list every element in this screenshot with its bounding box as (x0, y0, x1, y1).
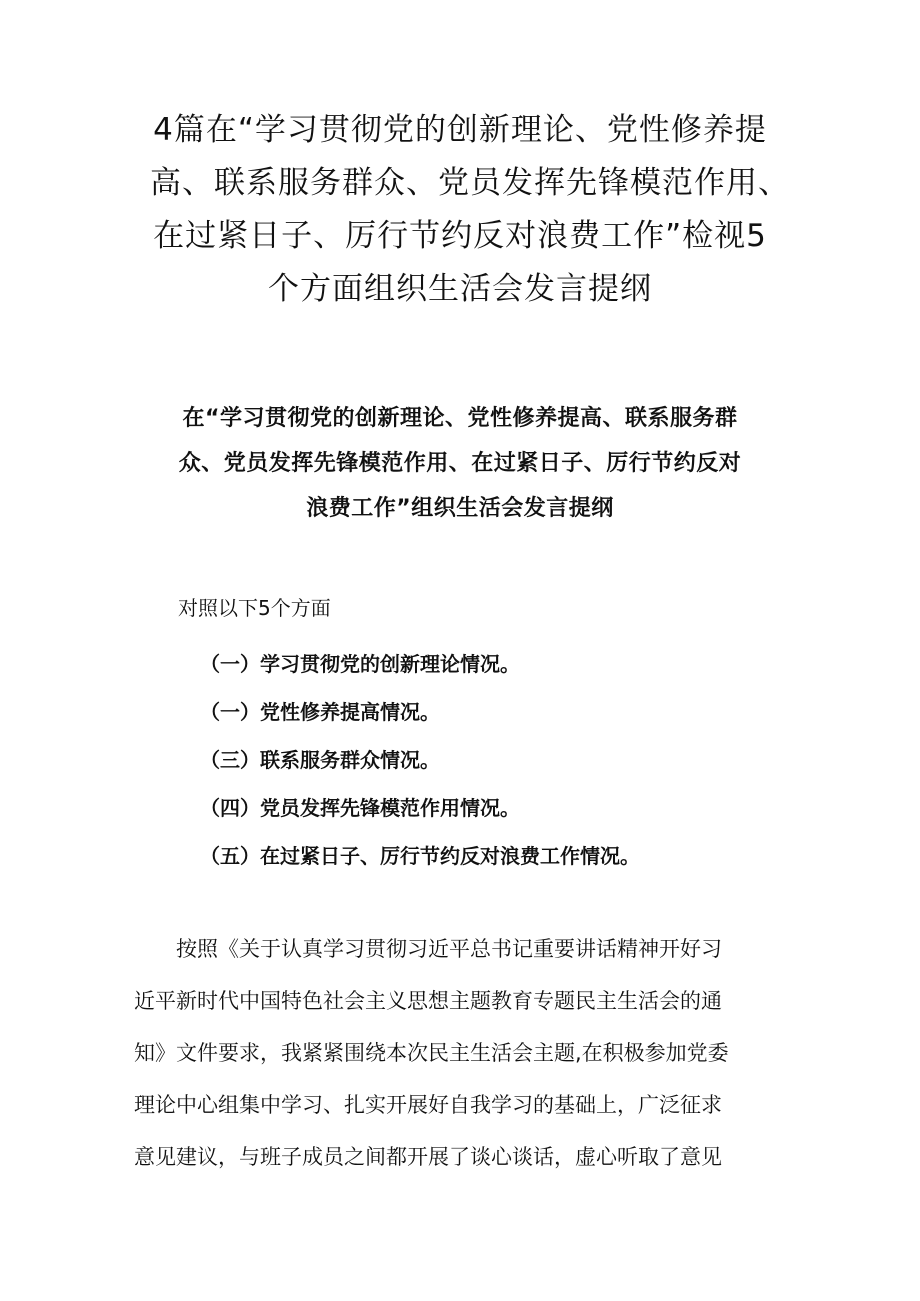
document-title (150, 104, 790, 316)
aspect-item: （四）党员发挥先锋模范作用情况。 (200, 796, 520, 820)
body-line: 知》文件要求，我紧紧围绕本次民主生活会主题,在积极参加党委 (134, 1041, 729, 1065)
body-line: 意见建议，与班子成员之间都开展了谈心谈话，虚心听取了意见 (134, 1145, 722, 1169)
title-line: 个方面组织生活会发言提纲 (268, 271, 652, 307)
body-line: 近平新时代中国特色社会主义思想主题教育专题民主生活会的通 (134, 989, 722, 1013)
subtitle-line: 在“学习贯彻党的创新理论、党性修养提高、联系服务群 (182, 406, 738, 431)
aspects-intro: 对照以下5个方面 (178, 596, 331, 620)
aspect-item: （五）在过紧日子、厉行节约反对浪费工作情况。 (200, 844, 640, 868)
body-paragraph (134, 923, 794, 1183)
document-subtitle (150, 396, 770, 531)
body-line: 理论中心组集中学习、扎实开展好自我学习的基础上，广泛征求 (134, 1093, 722, 1117)
title-line: 高、联系服务群众、党员发挥先锋模范作用、 (150, 165, 790, 201)
aspect-item: （一）学习贯彻党的创新理论情况。 (200, 652, 520, 676)
body-line: 按照《关于认真学习贯彻习近平总书记重要讲话精神开好习 (176, 937, 722, 961)
subtitle-line: 浪费工作”组织生活会发言提纲 (306, 496, 614, 521)
title-line: 4篇在“学习贯彻党的创新理论、党性修养提 (153, 112, 767, 148)
aspect-item: （三）联系服务群众情况。 (200, 748, 440, 772)
aspect-item: （一）党性修养提高情况。 (200, 700, 440, 724)
subtitle-line: 众、党员发挥先锋模范作用、在过紧日子、厉行节约反对 (178, 451, 742, 476)
aspects-list (200, 640, 640, 880)
title-line: 在过紧日子、厉行节约反对浪费工作”检视5 (153, 218, 767, 254)
